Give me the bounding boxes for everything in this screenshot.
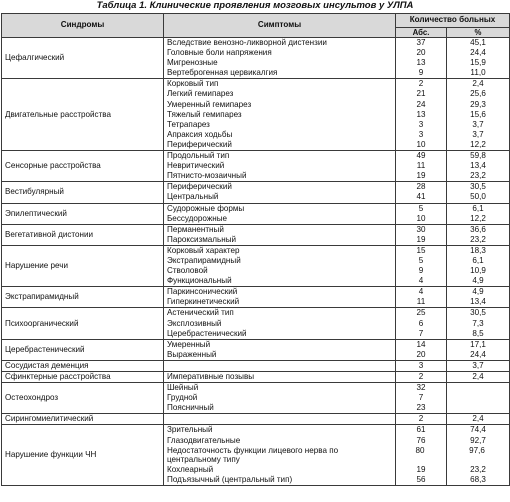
symptom-line: Апраксия ходьбы xyxy=(167,129,233,139)
clinical-table xyxy=(1,13,510,486)
pct-value: 6,1 xyxy=(472,255,484,265)
pct-cell xyxy=(447,182,510,203)
abs-value: 5 xyxy=(418,203,424,213)
abs-cell xyxy=(396,151,447,182)
syndrome-cell: Сфинктерные расстройства xyxy=(2,372,164,383)
syndrome-cell: Сенсорные расстройства xyxy=(2,151,164,182)
pct-value xyxy=(447,383,509,393)
symptoms-cell xyxy=(164,383,396,414)
abs-value: 80 xyxy=(415,445,425,455)
symptom-line: Недостаточность функции лицевого нерва по центральному типу xyxy=(167,445,339,464)
abs-value: 11 xyxy=(416,297,426,307)
symptom-line: Подъязычный (центральный тип) xyxy=(167,474,293,484)
symptoms-cell xyxy=(164,245,396,286)
pct-value: 12,2 xyxy=(470,139,486,149)
pct-cell xyxy=(447,372,510,383)
pct-value: 25,6 xyxy=(470,89,486,99)
symptoms-cell xyxy=(164,287,396,308)
abs-value: 13 xyxy=(416,109,426,119)
symptom-line: Периферический xyxy=(167,139,232,149)
symptoms-cell xyxy=(164,425,396,485)
abs-value: 37 xyxy=(416,38,426,47)
pct-value: 2,4 xyxy=(472,414,484,424)
pct-value xyxy=(447,393,509,403)
pct-value: 23,2 xyxy=(470,171,486,181)
pct-value: 59,8 xyxy=(470,151,486,161)
syndrome-cell: Двигательные расстройства xyxy=(2,79,164,151)
symptom-line: Тяжелый гемипарез xyxy=(167,109,242,119)
syndrome-cell: Нарушение речи xyxy=(2,245,164,286)
symptoms-cell xyxy=(164,38,396,79)
abs-value: 20 xyxy=(416,349,426,359)
symptom-line: Судорожные формы xyxy=(167,203,245,213)
pct-value: 45,1 xyxy=(470,38,486,47)
abs-cell xyxy=(396,224,447,245)
pct-value: 4,9 xyxy=(472,276,484,286)
symptom-line: Пятнисто-мозаичный xyxy=(167,171,247,181)
syndrome-group-row xyxy=(2,245,510,286)
abs-value: 5 xyxy=(418,255,424,265)
symptom-line: Грудной xyxy=(167,393,198,403)
symptom-line: Умеренный xyxy=(167,339,211,349)
pct-cell xyxy=(447,308,510,339)
pct-cell xyxy=(447,383,510,414)
syndrome-cell: Цефалгический xyxy=(2,38,164,79)
symptom-line: Умеренный гемипарез xyxy=(167,99,252,109)
abs-value: 3 xyxy=(418,119,424,129)
abs-value: 2 xyxy=(418,414,424,424)
syndrome-cell: Сосудистая деменция xyxy=(2,360,164,371)
pct-value: 17,1 xyxy=(470,339,486,349)
table-caption: Таблица 1. Клинические проявления мозговых инсультов у УЛПА xyxy=(96,0,414,11)
symptom-line: Стволовой xyxy=(167,266,208,276)
pct-value: 29,3 xyxy=(470,99,486,109)
pct-value: 11,0 xyxy=(470,68,486,78)
symptom-line: Императивные позывы xyxy=(167,372,255,381)
symptoms-cell xyxy=(164,360,396,371)
symptom-line: Вертеброгенная цервикалгия xyxy=(167,68,278,78)
abs-cell xyxy=(396,245,447,286)
pct-value: 15,6 xyxy=(470,109,486,119)
syndrome-group-row xyxy=(2,224,510,245)
pct-value: 3,7 xyxy=(472,360,484,370)
abs-value: 32 xyxy=(416,383,426,393)
symptom-line: Гиперкинетический xyxy=(167,297,240,307)
abs-value: 15 xyxy=(416,245,426,255)
abs-cell xyxy=(396,339,447,360)
symptoms-cell xyxy=(164,339,396,360)
abs-cell xyxy=(396,425,447,485)
abs-value: 4 xyxy=(418,287,424,297)
abs-value: 9 xyxy=(418,266,424,276)
abs-cell xyxy=(396,203,447,224)
abs-value: 9 xyxy=(418,68,424,78)
pct-cell xyxy=(447,360,510,371)
syndrome-group-row xyxy=(2,414,510,425)
abs-cell xyxy=(396,182,447,203)
symptom-line: Поясничный xyxy=(167,403,214,413)
abs-value: 21 xyxy=(416,89,426,99)
pct-value: 50,0 xyxy=(470,192,486,202)
syndrome-group-row xyxy=(2,383,510,414)
syndrome-cell: Церебрастенический xyxy=(2,339,164,360)
pct-value xyxy=(447,403,509,413)
symptoms-cell xyxy=(164,151,396,182)
symptom-line: Тетрапарез xyxy=(167,119,210,129)
pct-value: 23,2 xyxy=(470,234,486,244)
abs-value: 30 xyxy=(416,224,426,234)
syndrome-cell: Эпилептический xyxy=(2,203,164,224)
pct-cell xyxy=(447,224,510,245)
abs-value: 6 xyxy=(418,318,424,328)
pct-cell xyxy=(447,79,510,151)
symptom-line: Выраженный xyxy=(167,349,217,359)
header-pct: % xyxy=(447,28,510,38)
pct-value: 10,9 xyxy=(470,266,486,276)
pct-cell xyxy=(447,425,510,485)
pct-value: 3,7 xyxy=(472,129,484,139)
pct-cell xyxy=(447,203,510,224)
abs-value: 14 xyxy=(416,339,426,349)
symptom-line: Продольный тип xyxy=(167,151,230,161)
syndrome-cell: Психоорганический xyxy=(2,308,164,339)
pct-value: 13,4 xyxy=(470,161,486,171)
pct-value: 97,6 xyxy=(469,445,485,455)
header-symptoms: Симптомы xyxy=(164,14,396,38)
abs-cell xyxy=(396,79,447,151)
abs-cell xyxy=(396,308,447,339)
symptom-line: Мигренозные xyxy=(167,58,218,68)
symptom-line: Легкий гемипарез xyxy=(167,89,234,99)
abs-cell xyxy=(396,372,447,383)
pct-value: 92,7 xyxy=(470,435,486,445)
abs-value: 20 xyxy=(416,48,426,58)
abs-cell xyxy=(396,383,447,414)
symptoms-cell xyxy=(164,79,396,151)
symptom-line: Глазодвигательные xyxy=(167,435,241,445)
pct-value: 2,4 xyxy=(472,79,484,89)
abs-value: 41 xyxy=(416,192,426,202)
symptom-line: Вследствие венозно-ликворной дистензии xyxy=(167,38,327,47)
abs-value: 24 xyxy=(416,99,426,109)
pct-cell xyxy=(447,287,510,308)
symptom-line: Паркинсонический xyxy=(167,287,238,297)
symptom-line: Церебрастенический xyxy=(167,328,247,338)
syndrome-group-row xyxy=(2,360,510,371)
syndrome-cell: Остеохондроз xyxy=(2,383,164,414)
syndrome-cell: Вегетативной дистонии xyxy=(2,224,164,245)
syndrome-group-row xyxy=(2,372,510,383)
abs-value: 10 xyxy=(416,213,426,223)
abs-value: 25 xyxy=(416,308,426,318)
syndrome-cell: Экстрапирамидный xyxy=(2,287,164,308)
syndrome-group-row xyxy=(2,79,510,151)
abs-value: 2 xyxy=(418,79,424,89)
header-count: Количество больных xyxy=(396,14,510,28)
pct-value: 18,3 xyxy=(470,245,486,255)
abs-cell xyxy=(396,287,447,308)
symptom-line: Корковый тип xyxy=(167,79,219,89)
syndrome-group-row xyxy=(2,425,510,485)
symptom-line: Бессудорожные xyxy=(167,213,228,223)
symptom-line: Зрительный xyxy=(167,425,213,435)
pct-value: 6,1 xyxy=(472,203,484,213)
pct-value: 13,4 xyxy=(470,297,486,307)
symptom-line: Головные боли напряжения xyxy=(167,48,272,58)
abs-value: 4 xyxy=(418,276,424,286)
symptom-line: Периферический xyxy=(167,182,232,192)
syndrome-cell: Сирингомиелитический xyxy=(2,414,164,425)
symptom-line: Центральный xyxy=(167,192,219,202)
symptom-line: Кохлеарный xyxy=(167,464,214,474)
pct-value: 24,4 xyxy=(470,349,486,359)
syndrome-cell: Вестибулярный xyxy=(2,182,164,203)
symptom-line: Функциональный xyxy=(167,276,232,286)
abs-value: 56 xyxy=(416,474,426,484)
abs-value: 13 xyxy=(416,58,426,68)
symptom-line: Шейный xyxy=(167,383,199,393)
abs-cell xyxy=(396,38,447,79)
symptom-line: Невритический xyxy=(167,161,225,171)
abs-value: 28 xyxy=(416,182,426,192)
pct-cell xyxy=(447,339,510,360)
abs-value: 3 xyxy=(418,129,424,139)
symptoms-cell xyxy=(164,203,396,224)
abs-value: 7 xyxy=(418,328,424,338)
symptom-line: Корковый характер xyxy=(167,245,240,255)
pct-value: 2,4 xyxy=(472,372,484,381)
pct-value: 30,5 xyxy=(470,308,486,318)
symptom-line: Эксплозивный xyxy=(167,318,222,328)
symptom-line: Экстрапирамидный xyxy=(167,255,241,265)
abs-value: 61 xyxy=(416,425,426,435)
symptoms-cell xyxy=(164,372,396,383)
syndrome-group-row xyxy=(2,182,510,203)
abs-value: 2 xyxy=(418,372,424,381)
pct-value: 4,9 xyxy=(472,287,484,297)
header-abs: Абс. xyxy=(396,28,447,38)
pct-cell xyxy=(447,414,510,425)
pct-cell xyxy=(447,151,510,182)
table-header xyxy=(2,14,510,38)
pct-value: 15,9 xyxy=(470,58,486,68)
pct-value: 12,2 xyxy=(470,213,486,223)
symptom-line: Пароксизмальный xyxy=(167,234,237,244)
pct-cell xyxy=(447,245,510,286)
pct-cell xyxy=(447,38,510,79)
pct-value: 7,3 xyxy=(472,318,484,328)
symptoms-cell xyxy=(164,224,396,245)
symptom-line: Астенический тип xyxy=(167,308,234,318)
pct-value: 3,7 xyxy=(472,119,484,129)
symptoms-cell xyxy=(164,414,396,425)
pct-value: 24,4 xyxy=(470,48,486,58)
pct-value: 8,5 xyxy=(472,328,484,338)
abs-cell xyxy=(396,414,447,425)
syndrome-group-row xyxy=(2,151,510,182)
abs-value: 19 xyxy=(416,234,426,244)
abs-value: 49 xyxy=(416,151,426,161)
syndrome-group-row xyxy=(2,38,510,79)
syndrome-group-row xyxy=(2,308,510,339)
abs-value: 7 xyxy=(418,393,424,403)
abs-value: 23 xyxy=(416,403,426,413)
syndrome-group-row xyxy=(2,203,510,224)
symptom-line xyxy=(164,414,395,424)
symptoms-cell xyxy=(164,308,396,339)
abs-value: 76 xyxy=(416,435,426,445)
syndrome-group-row xyxy=(2,339,510,360)
pct-value: 36,6 xyxy=(470,224,486,234)
pct-value: 23,2 xyxy=(470,464,486,474)
abs-value: 19 xyxy=(416,171,426,181)
abs-value: 3 xyxy=(418,360,424,370)
symptom-line xyxy=(164,361,395,371)
abs-cell xyxy=(396,360,447,371)
header-syndromes: Синдромы xyxy=(2,14,164,38)
syndrome-cell: Нарушение функции ЧН xyxy=(2,425,164,485)
abs-value: 19 xyxy=(416,464,426,474)
pct-value: 74,4 xyxy=(470,425,486,435)
symptoms-cell xyxy=(164,182,396,203)
symptom-line: Перманентный xyxy=(167,224,224,234)
pct-value: 68,3 xyxy=(470,474,486,484)
pct-value: 30,5 xyxy=(470,182,486,192)
syndrome-group-row xyxy=(2,287,510,308)
table-body xyxy=(2,38,510,486)
abs-value: 10 xyxy=(416,139,426,149)
abs-value: 11 xyxy=(416,161,426,171)
